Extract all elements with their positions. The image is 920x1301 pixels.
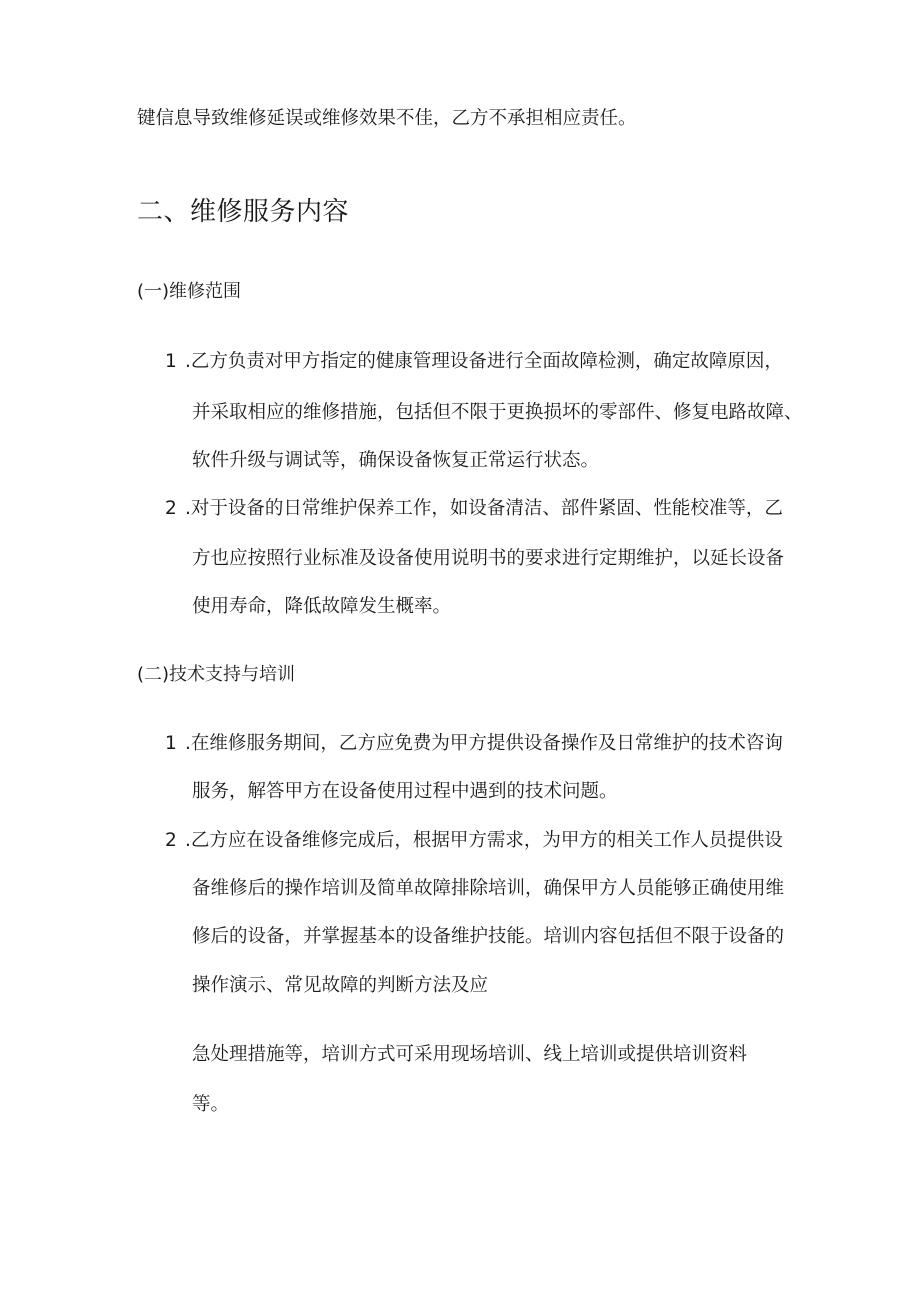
continuation-line: 等。	[192, 1094, 230, 1115]
list-item-number: 1	[165, 733, 177, 754]
list-item-line: 备维修后的操作培训及简单故障排除培训，确保甲方人员能够正确使用维	[192, 878, 785, 899]
list-item-line: 并采取相应的维修措施，包括但不限于更换损坏的零部件、修复电路故障、	[192, 402, 803, 423]
list-item-line: 软件升级与调试等，确保设备恢复正常运行状态。	[192, 450, 600, 471]
continuation-line: 急处理措施等，培训方式可采用现场培训、线上培训或提供培训资料	[192, 1044, 748, 1065]
list-item-line: 服务，解答甲方在设备使用过程中遇到的技术问题。	[192, 781, 618, 802]
section-title: 二、维修服务内容	[137, 197, 350, 227]
subsection-title-support: (二)技术支持与培训	[137, 664, 296, 685]
subsection-title-scope: (一)维修范围	[137, 281, 242, 302]
list-item-line: 方也应按照行业标准及设备使用说明书的要求进行定期维护，以延长设备	[192, 548, 785, 569]
list-item-number: 2	[165, 498, 177, 519]
list-item-number: 2	[165, 830, 177, 851]
list-item-line: 操作演示、常见故障的判断方法及应	[192, 975, 489, 996]
list-item-line: .乙方应在设备维修完成后，根据甲方需求，为甲方的相关工作人员提供设	[185, 830, 783, 851]
list-item-line: .乙方负责对甲方指定的健康管理设备进行全面故障检测，确定故障原因，	[185, 351, 783, 372]
list-item-number: 1	[165, 351, 177, 372]
list-item-line: 修后的设备，并掌握基本的设备维护技能。培训内容包括但不限于设备的	[192, 926, 785, 947]
lead-text-line: 键信息导致维修延误或维修效果不佳，乙方不承担相应责任。	[137, 108, 637, 129]
list-item-line: 使用寿命，降低故障发生概率。	[192, 596, 452, 617]
list-item-line: .对于设备的日常维护保养工作，如设备清洁、部件紧固、性能校准等，乙	[185, 498, 783, 519]
list-item-line: .在维修服务期间，乙方应免费为甲方提供设备操作及日常维护的技术咨询	[185, 733, 783, 754]
